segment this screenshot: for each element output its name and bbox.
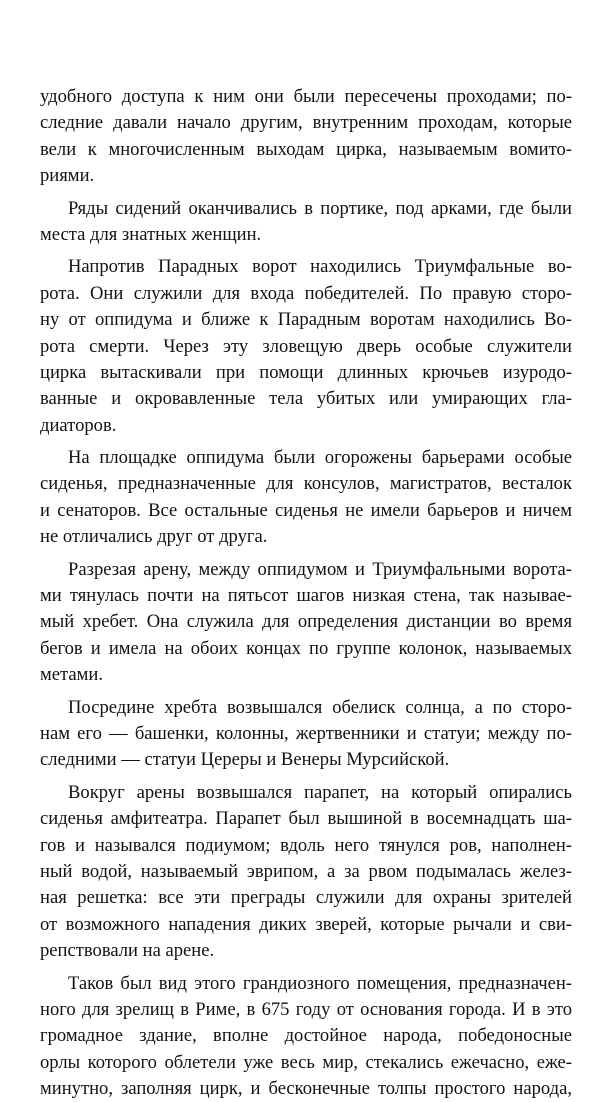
text-line: следними — статуи Цереры и Венеры Мурсийской. — [40, 747, 572, 773]
text-line: бегов и имела на обоих концах по группе колонок, называемых — [40, 636, 572, 662]
text-line: места для знатных женщин. — [40, 222, 572, 248]
text-line: риями. — [40, 163, 572, 189]
text-line: метами. — [40, 662, 572, 688]
text-line: ная решетка: все эти преграды служили для охраны зрителей — [40, 885, 572, 911]
paragraph — [40, 196, 572, 249]
text-line: рота. Они служили для входа победителей. По правую сторо- — [40, 281, 572, 307]
text-line: вели к многочисленным выходам цирка, называемым вомито- — [40, 137, 572, 163]
text-line: цирка вытаскивали при помощи длинных крючьев изуродо- — [40, 360, 572, 386]
text-line: ванные и окровавленные тела убитых или умирающих гла- — [40, 386, 572, 412]
text-line: гов и назывался подиумом; вдоль него тянулся ров, наполнен- — [40, 833, 572, 859]
text-line: репствовали на арене. — [40, 938, 572, 964]
paragraph — [40, 780, 572, 965]
text-line: сиденья амфитеатра. Парапет был вышиной в восемнадцать ша- — [40, 806, 572, 832]
paragraph — [40, 695, 572, 774]
text-line: Вокруг арены возвышался парапет, на который опирались — [40, 780, 572, 806]
text-line: ну от оппидума и ближе к Парадным воротам находились Во- — [40, 307, 572, 333]
text-line: Напротив Парадных ворот находились Триумфальные во- — [40, 254, 572, 280]
text-line: На площадке оппидума были огорожены барьерами особые — [40, 445, 572, 471]
text-line: диаторов. — [40, 413, 572, 439]
text-line: удобного доступа к ним они были пересечены проходами; по- — [40, 84, 572, 110]
text-line: Таков был вид этого грандиозного помещения, предназначен- — [40, 971, 572, 997]
text-line: Посредине хребта возвышался обелиск солнца, а по сторо- — [40, 695, 572, 721]
paragraph — [40, 254, 572, 439]
text-line: и сенаторов. Все остальные сиденья не имели барьеров и ничем — [40, 498, 572, 524]
text-line: рота смерти. Через эту зловещую дверь особые служители — [40, 334, 572, 360]
text-line: ный водой, называемый эврипом, а за рвом подымалась желез- — [40, 859, 572, 885]
text-line: ного для зрелищ в Риме, в 675 году от основания города. И в это — [40, 997, 572, 1023]
text-line: Ряды сидений оканчивались в портике, под арками, где были — [40, 196, 572, 222]
text-line: сиденья, предназначенные для консулов, магистратов, весталок — [40, 471, 572, 497]
text-line: нам его — башенки, колонны, жертвенники и статуи; между по- — [40, 721, 572, 747]
text-line: орлы которого облетели уже весь мир, стекались ежечасно, еже- — [40, 1050, 572, 1076]
paragraph — [40, 557, 572, 689]
text-line: следние давали начало другим, внутренним проходам, которые — [40, 110, 572, 136]
text-line: громадное здание, вполне достойное народа, победоносные — [40, 1023, 572, 1049]
paragraph — [40, 971, 572, 1102]
text-body — [40, 84, 572, 1102]
text-line: мый хребет. Она служила для определения дистанции во время — [40, 609, 572, 635]
text-line: не отличались друг от друга. — [40, 524, 572, 550]
paragraph — [40, 84, 572, 190]
text-line: от возможного нападения диких зверей, которые рычали и сви- — [40, 912, 572, 938]
paragraph — [40, 445, 572, 551]
text-line: ми тянулась почти на пятьсот шагов низкая стена, так называе- — [40, 583, 572, 609]
text-line: минутно, заполняя цирк, и бесконечные толпы простого народа, — [40, 1076, 572, 1102]
text-line: Разрезая арену, между оппидумом и Триумфальными ворота- — [40, 557, 572, 583]
